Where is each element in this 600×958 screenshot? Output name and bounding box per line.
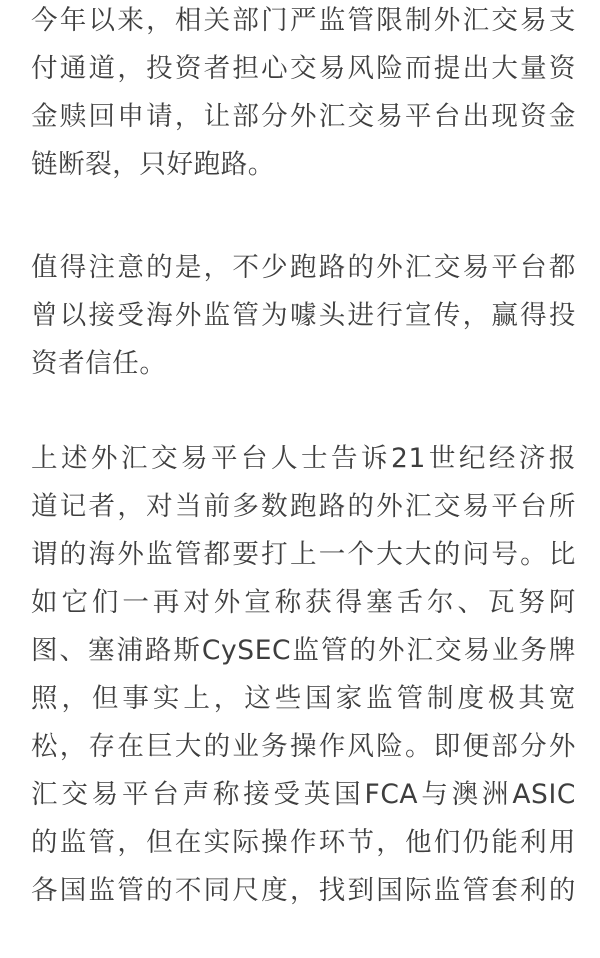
text-line: 今年以来，相关部门严监管限制外汇交易支 [31, 5, 576, 36]
paragraph-1 [31, 0, 576, 189]
text-line: 谓的海外监管都要打上一个大大的问号。比 [31, 539, 576, 570]
paragraph-2 [31, 244, 576, 388]
text-line: 付通道，投资者担心交易风险而提出大量资 [31, 53, 576, 84]
text-line: 曾以接受海外监管为噱头进行宣传，赢得投 [31, 300, 576, 331]
paragraph-3 [31, 435, 576, 915]
text-line: 汇交易平台声称接受英国FCA与澳洲ASIC [31, 779, 576, 810]
text-line: 金赎回申请，让部分外汇交易平台出现资金 [31, 101, 576, 132]
text-line: 值得注意的是，不少跑路的外汇交易平台都 [31, 252, 576, 283]
text-line: 如它们一再对外宣称获得塞舌尔、瓦努阿 [31, 587, 576, 618]
text-line: 道记者，对当前多数跑路的外汇交易平台所 [31, 491, 576, 522]
text-line: 松，存在巨大的业务操作风险。即便部分外 [31, 731, 576, 762]
text-line: 资者信任。 [31, 348, 167, 379]
text-line: 照，但事实上，这些国家监管制度极其宽 [31, 683, 576, 714]
text-line: 的监管，但在实际操作环节，他们仍能利用 [31, 827, 576, 858]
text-line: 图、塞浦路斯CySEC监管的外汇交易业务牌 [31, 635, 576, 666]
text-line: 上述外汇交易平台人士告诉21世纪经济报 [31, 443, 576, 474]
text-line: 各国监管的不同尺度，找到国际监管套利的 [31, 875, 576, 906]
text-line: 链断裂，只好跑路。 [31, 149, 275, 180]
